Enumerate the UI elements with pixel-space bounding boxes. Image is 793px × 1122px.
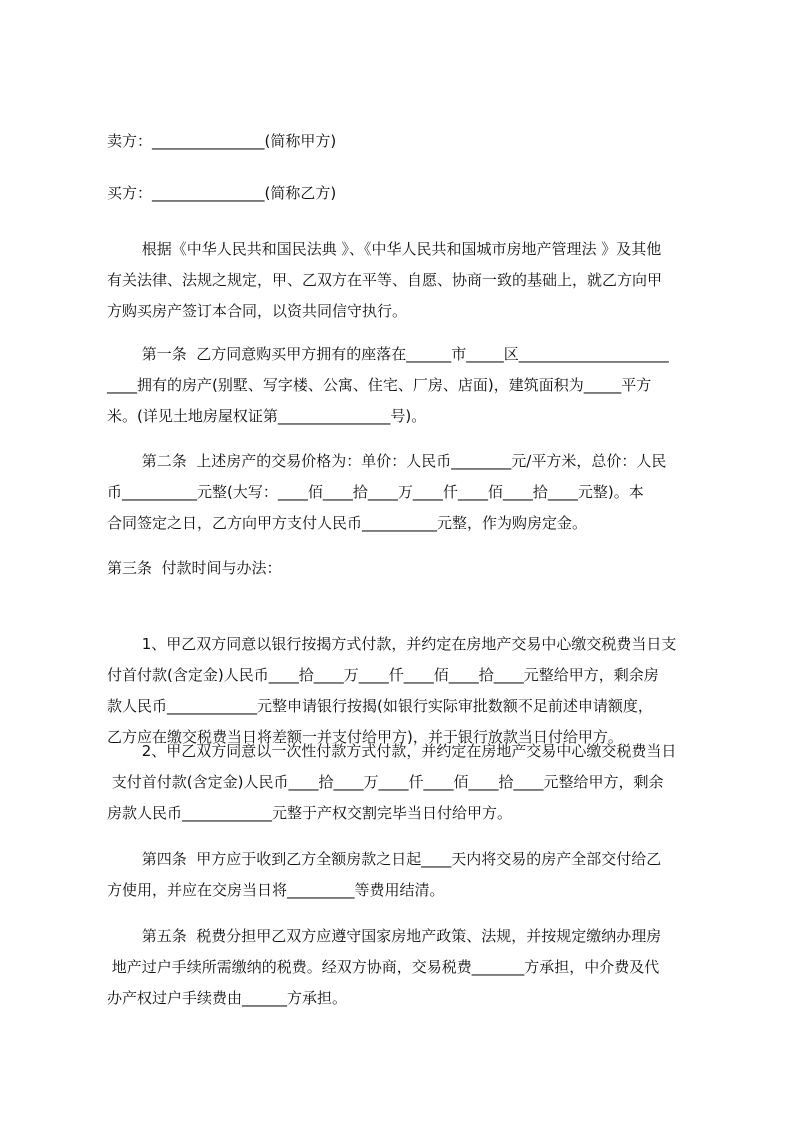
- buyer-line: 买方：_______________(简称乙方): [77, 184, 337, 202]
- payment-method-1-paragraph: 1、甲乙双方同意以银行按揭方式付款，并约定在房地产交易中心缴交税费当日支 付首付款(含定金)人民币____拾____万____仟____佰____拾____元整给甲方，剩余房 款人民币____________元整申请银行按揭(如银行实际审批数额不足前述申请额度， 乙方应在缴交税费当日将差额一并支付给甲方)，并于银行放款当日付给甲方。: [107, 635, 677, 746]
- article-5-paragraph: 第五条 税费分担甲乙双方应遵守国家房地产政策、法规，并按规定缴纳办理房 地产过户手续所需缴纳的税费。经双方协商，交易税费_______方承担，中介费及代 办产权过户手续费由______方承担。: [107, 927, 662, 1007]
- article-3-heading: 第三条 付款时间与办法：: [77, 559, 282, 577]
- article-2-paragraph: 第二条 上述房产的交易价格为：单价：人民币________元/平方米，总价：人民 币__________元整(大写：____佰____拾____万____仟____佰____拾____元整)。本 合同签定之日，乙方向甲方支付人民币__________元整，作为购房定金。: [107, 452, 667, 532]
- seller-line: 卖方：_______________(简称甲方): [77, 132, 337, 150]
- preamble-paragraph: 根据《中华人民共和国民法典 》、《中华人民共和国城市房地产管理法 》及其他 有关法律、法规之规定，甲、乙双方在平等、自愿、协商一致的基础上，就乙方向甲 方购买房产签订本合同，以资共同信守执行。: [107, 240, 663, 320]
- payment-method-2-paragraph: 2、甲乙双方同意以一次性付款方式付款，并约定在房地产交易中心缴交税费当日 支付首付款(含定金)人民币____拾____万____仟____佰____拾____元整给甲方，剩余 房款人民币____________元整于产权交割完毕当日付给甲方。: [107, 742, 677, 822]
- article-1-paragraph: 第一条 乙方同意购买甲方拥有的座落在______市_____区____________________ ____拥有的房产(别墅、写字楼、公寓、住宅、厂房、店面)，建筑面积为_____平方 米。(详见土地房屋权证第_______________号)。: [107, 345, 669, 425]
- article-4-paragraph: 第四条 甲方应于收到乙方全额房款之日起____天内将交易的房产全部交付给乙 方使用，并应在交房当日将_________等费用结清。: [107, 850, 662, 899]
